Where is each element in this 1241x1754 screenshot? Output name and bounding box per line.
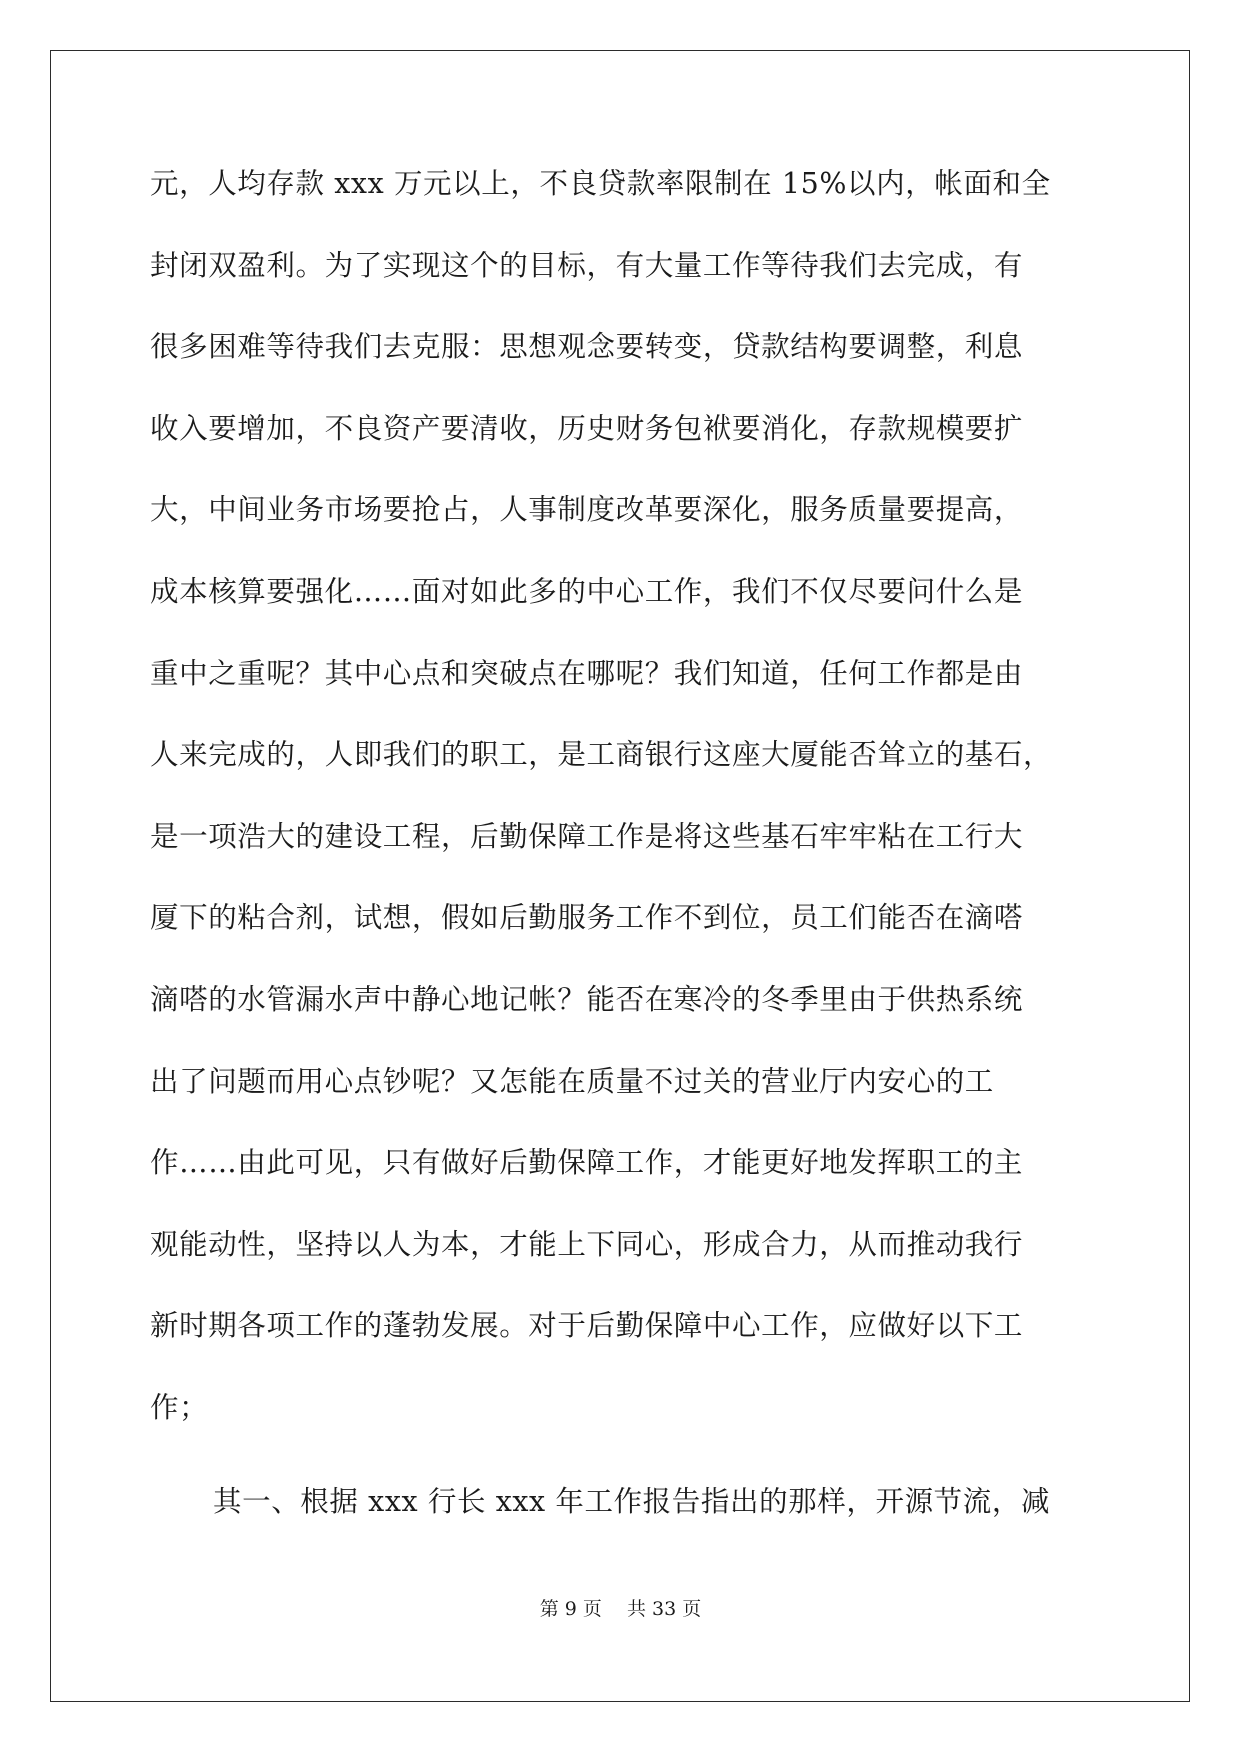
text-line: 成本核算要强化……面对如此多的中心工作，我们不仅尽要问什么是 (150, 574, 1024, 608)
text-line: 封闭双盈利。为了实现这个的目标，有大量工作等待我们去完成，有 (150, 248, 1024, 282)
page-number: 第 9 页 共 33 页 (539, 1598, 702, 1620)
paragraph-first-line: 其一、根据 xxx 行长 xxx 年工作报告指出的那样，开源节流，减 (213, 1484, 1051, 1518)
text-line: 滴嗒的水管漏水声中静心地记帐？能否在寒冷的冬季里由于供热系统 (150, 982, 1024, 1016)
text-line: 人来完成的，人即我们的职工，是工商银行这座大厦能否耸立的基石， (150, 738, 1053, 772)
text-line: 新时期各项工作的蓬勃发展。对于后勤保障中心工作，应做好以下工 (150, 1309, 1024, 1343)
text-line: 元，人均存款 xxx 万元以上，不良贷款率限制在 15%以内，帐面和全 (150, 167, 1051, 200)
document-body (150, 160, 1090, 1559)
text-line: 收入要增加，不良资产要清收，历史财务包袱要消化，存款规模要扩 (150, 411, 1024, 445)
text-line: 作； (150, 1390, 209, 1424)
text-line: 很多困难等待我们去克服：思想观念要转变，贷款结构要调整，利息 (150, 330, 1024, 364)
text-line: 重中之重呢？其中心点和突破点在哪呢？我们知道，任何工作都是由 (150, 656, 1024, 690)
text-line: 厦下的粘合剂，试想，假如后勤服务工作不到位，员工们能否在滴嗒 (150, 901, 1024, 935)
text-line: 出了问题而用心点钞呢？又怎能在质量不过关的营业厅内安心的工 (150, 1064, 994, 1098)
text-line: 大，中间业务市场要抢占，人事制度改革要深化，服务质量要提高， (150, 493, 1024, 527)
text-line: 观能动性，坚持以人为本，才能上下同心，形成合力，从而推动我行 (150, 1227, 1024, 1261)
text-line: 作……由此可见，只有做好后勤保障工作，才能更好地发挥职工的主 (150, 1146, 1024, 1180)
text-line: 是一项浩大的建设工程，后勤保障工作是将这些基石牢牢粘在工行大 (150, 819, 1024, 853)
